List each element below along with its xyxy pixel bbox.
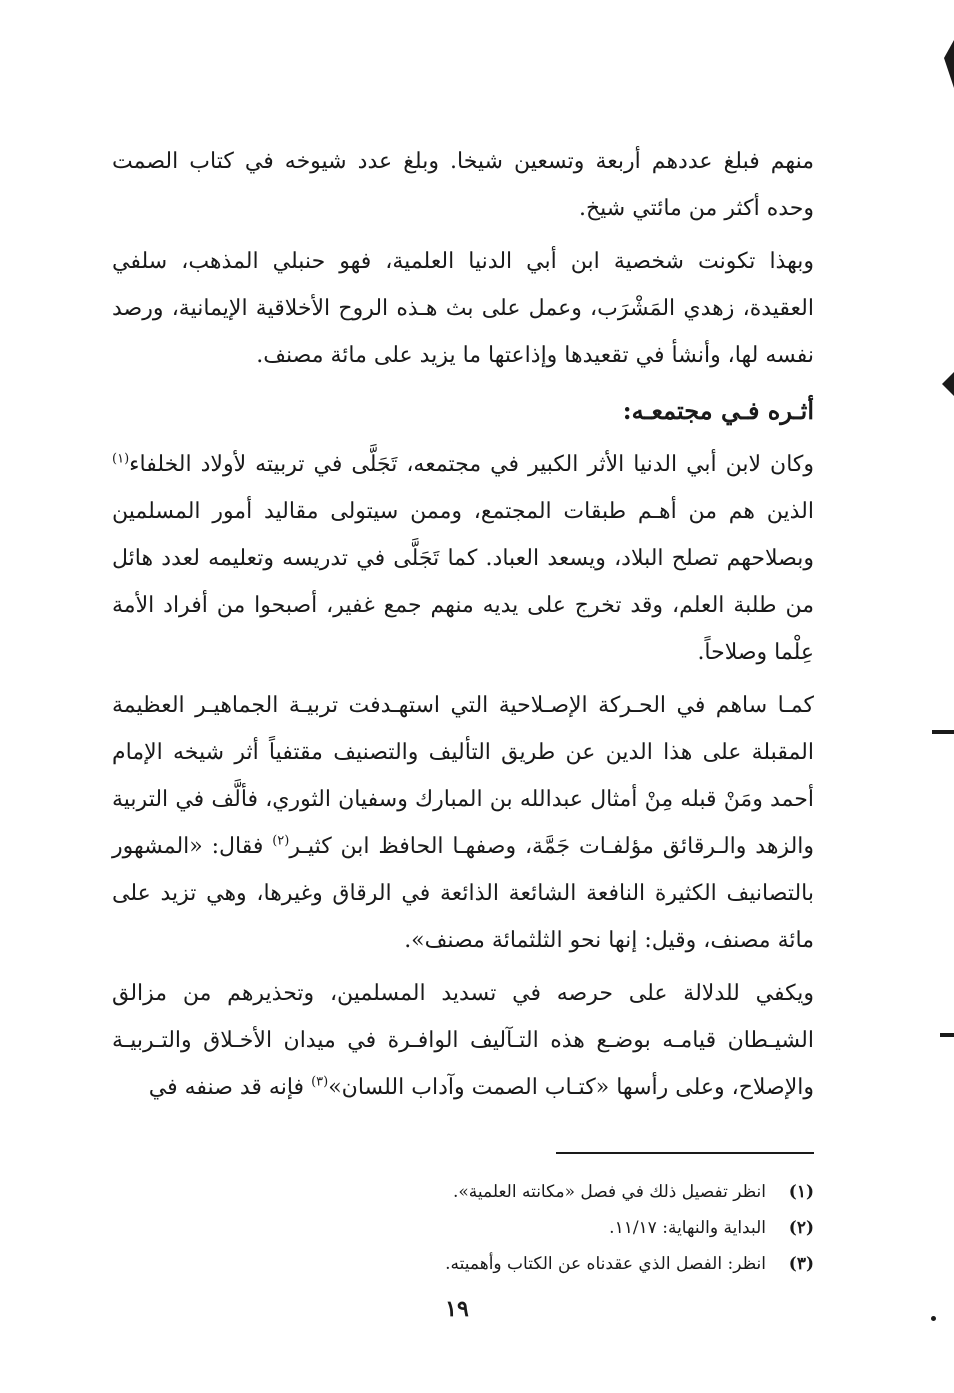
- footnote-separator: [556, 1152, 814, 1154]
- paragraph-text: ويكفي للدلالة على حرصه في تسديد المسلمين، وتحذيرهم من مزالق الشيـطان قيامـه بوضـع هذه التـآليف الوافـرة في ميدان الأخـلاق والتـربيـة والإصلاح، وعلى رأسها «كتـاب الصمت وآداب اللسان»: [112, 981, 814, 1100]
- page-number: ١٩: [445, 1296, 469, 1322]
- footnote-item: [300, 1246, 814, 1282]
- footnote-number: (٣): [788, 1254, 814, 1274]
- scan-edge-mark: [942, 372, 954, 396]
- main-text: [112, 138, 814, 1111]
- footnote-text: انظر تفصيل ذلك في فصل «مكانته العلمية».: [452, 1182, 766, 1202]
- footnotes: [300, 1174, 814, 1282]
- scan-edge-mark: [940, 1033, 954, 1037]
- paragraph: [112, 970, 814, 1111]
- footnote-text: انظر: الفصل الذي عقدناه عن الكتاب وأهميته.: [445, 1254, 766, 1274]
- footnote-item: [300, 1210, 814, 1246]
- paragraph-text: فإنه قد صنفه في: [148, 1075, 312, 1100]
- footnote-number: (١): [788, 1182, 814, 1202]
- section-heading: أثـره فـي مجتمعـه:: [622, 396, 814, 425]
- footnote-reference: (٣): [311, 1074, 329, 1090]
- paragraph: [112, 441, 814, 676]
- paragraph-text: الذين هم من أهـم طبقات المجتمع، وممن سيتولى مقاليد أمور المسلمين وبصلاحهم تصلح البلاد، ويسعد العباد. كما تَجَلَّى في تدريسه وتعليمه لعدد هائل من طلبة العلم، وقد تخرج على يديه منهم جمع غفير، أصبحوا من أفراد الأمة عِلْما وصلاحاً.: [112, 499, 814, 665]
- paragraph: وبهذا تكونت شخصية ابن أبي الدنيا العلمية، فهو حنبلي المذهب، سلفي العقيدة، زهدي المَشْرَب، وعمل على بث هـذه الروح الأخلاقية الإيمانية، ورصد نفسه لها، وأنشأ في تقعيدها وإذاعتها ما يزيد على مائة مصنف.: [112, 249, 814, 368]
- scan-edge-mark: [932, 730, 954, 734]
- scan-edge-mark: [944, 40, 954, 88]
- footnote-item: [300, 1174, 814, 1210]
- paragraph-text: فقال: «المشهور بالتصانيف الكثيرة النافعة الشائعة الذائعة في الرقاق وغيرها، وهي تزيد على مائة مصنف، وقيل: إنها نحو الثلثمائة مصنف».: [112, 834, 814, 953]
- paragraph: [112, 682, 814, 964]
- paragraph: منهم فبلغ عددهم أربعة وتسعين شيخا. وبلغ عدد شيوخه في كتاب الصمت وحده أكثر من مائتي شيخ.: [112, 149, 814, 221]
- paragraph-text: كمـا ساهم في الحـركة الإصـلاحية التي استهـدفت تربيـة الجماهيـر العظيمة المقبلة على هذا الدين عن طريق التأليف والتصنيف مقتفياً أثر شيخه الإمام أحمد ومَنْ قبله مِنْ أمثال عبدالله بن المبارك وسفيان الثوري، فألَّف في التربية والزهد والـرقائق مؤلفـات جَمَّة، وصفهـا الحافظ ابن كثيـر: [112, 693, 815, 859]
- footnote-reference: (٢): [272, 833, 290, 849]
- scan-edge-mark: [931, 1316, 936, 1321]
- paragraph-text: وكان لابن أبي الدنيا الأثر الكبير في مجتمعه، تَجَلَّى في تربيته لأولاد الخلفاء: [129, 452, 814, 477]
- footnote-text: البداية والنهاية: ١١/١٧.: [609, 1218, 766, 1238]
- footnote-reference: (١): [112, 451, 130, 467]
- footnote-number: (٢): [788, 1218, 814, 1238]
